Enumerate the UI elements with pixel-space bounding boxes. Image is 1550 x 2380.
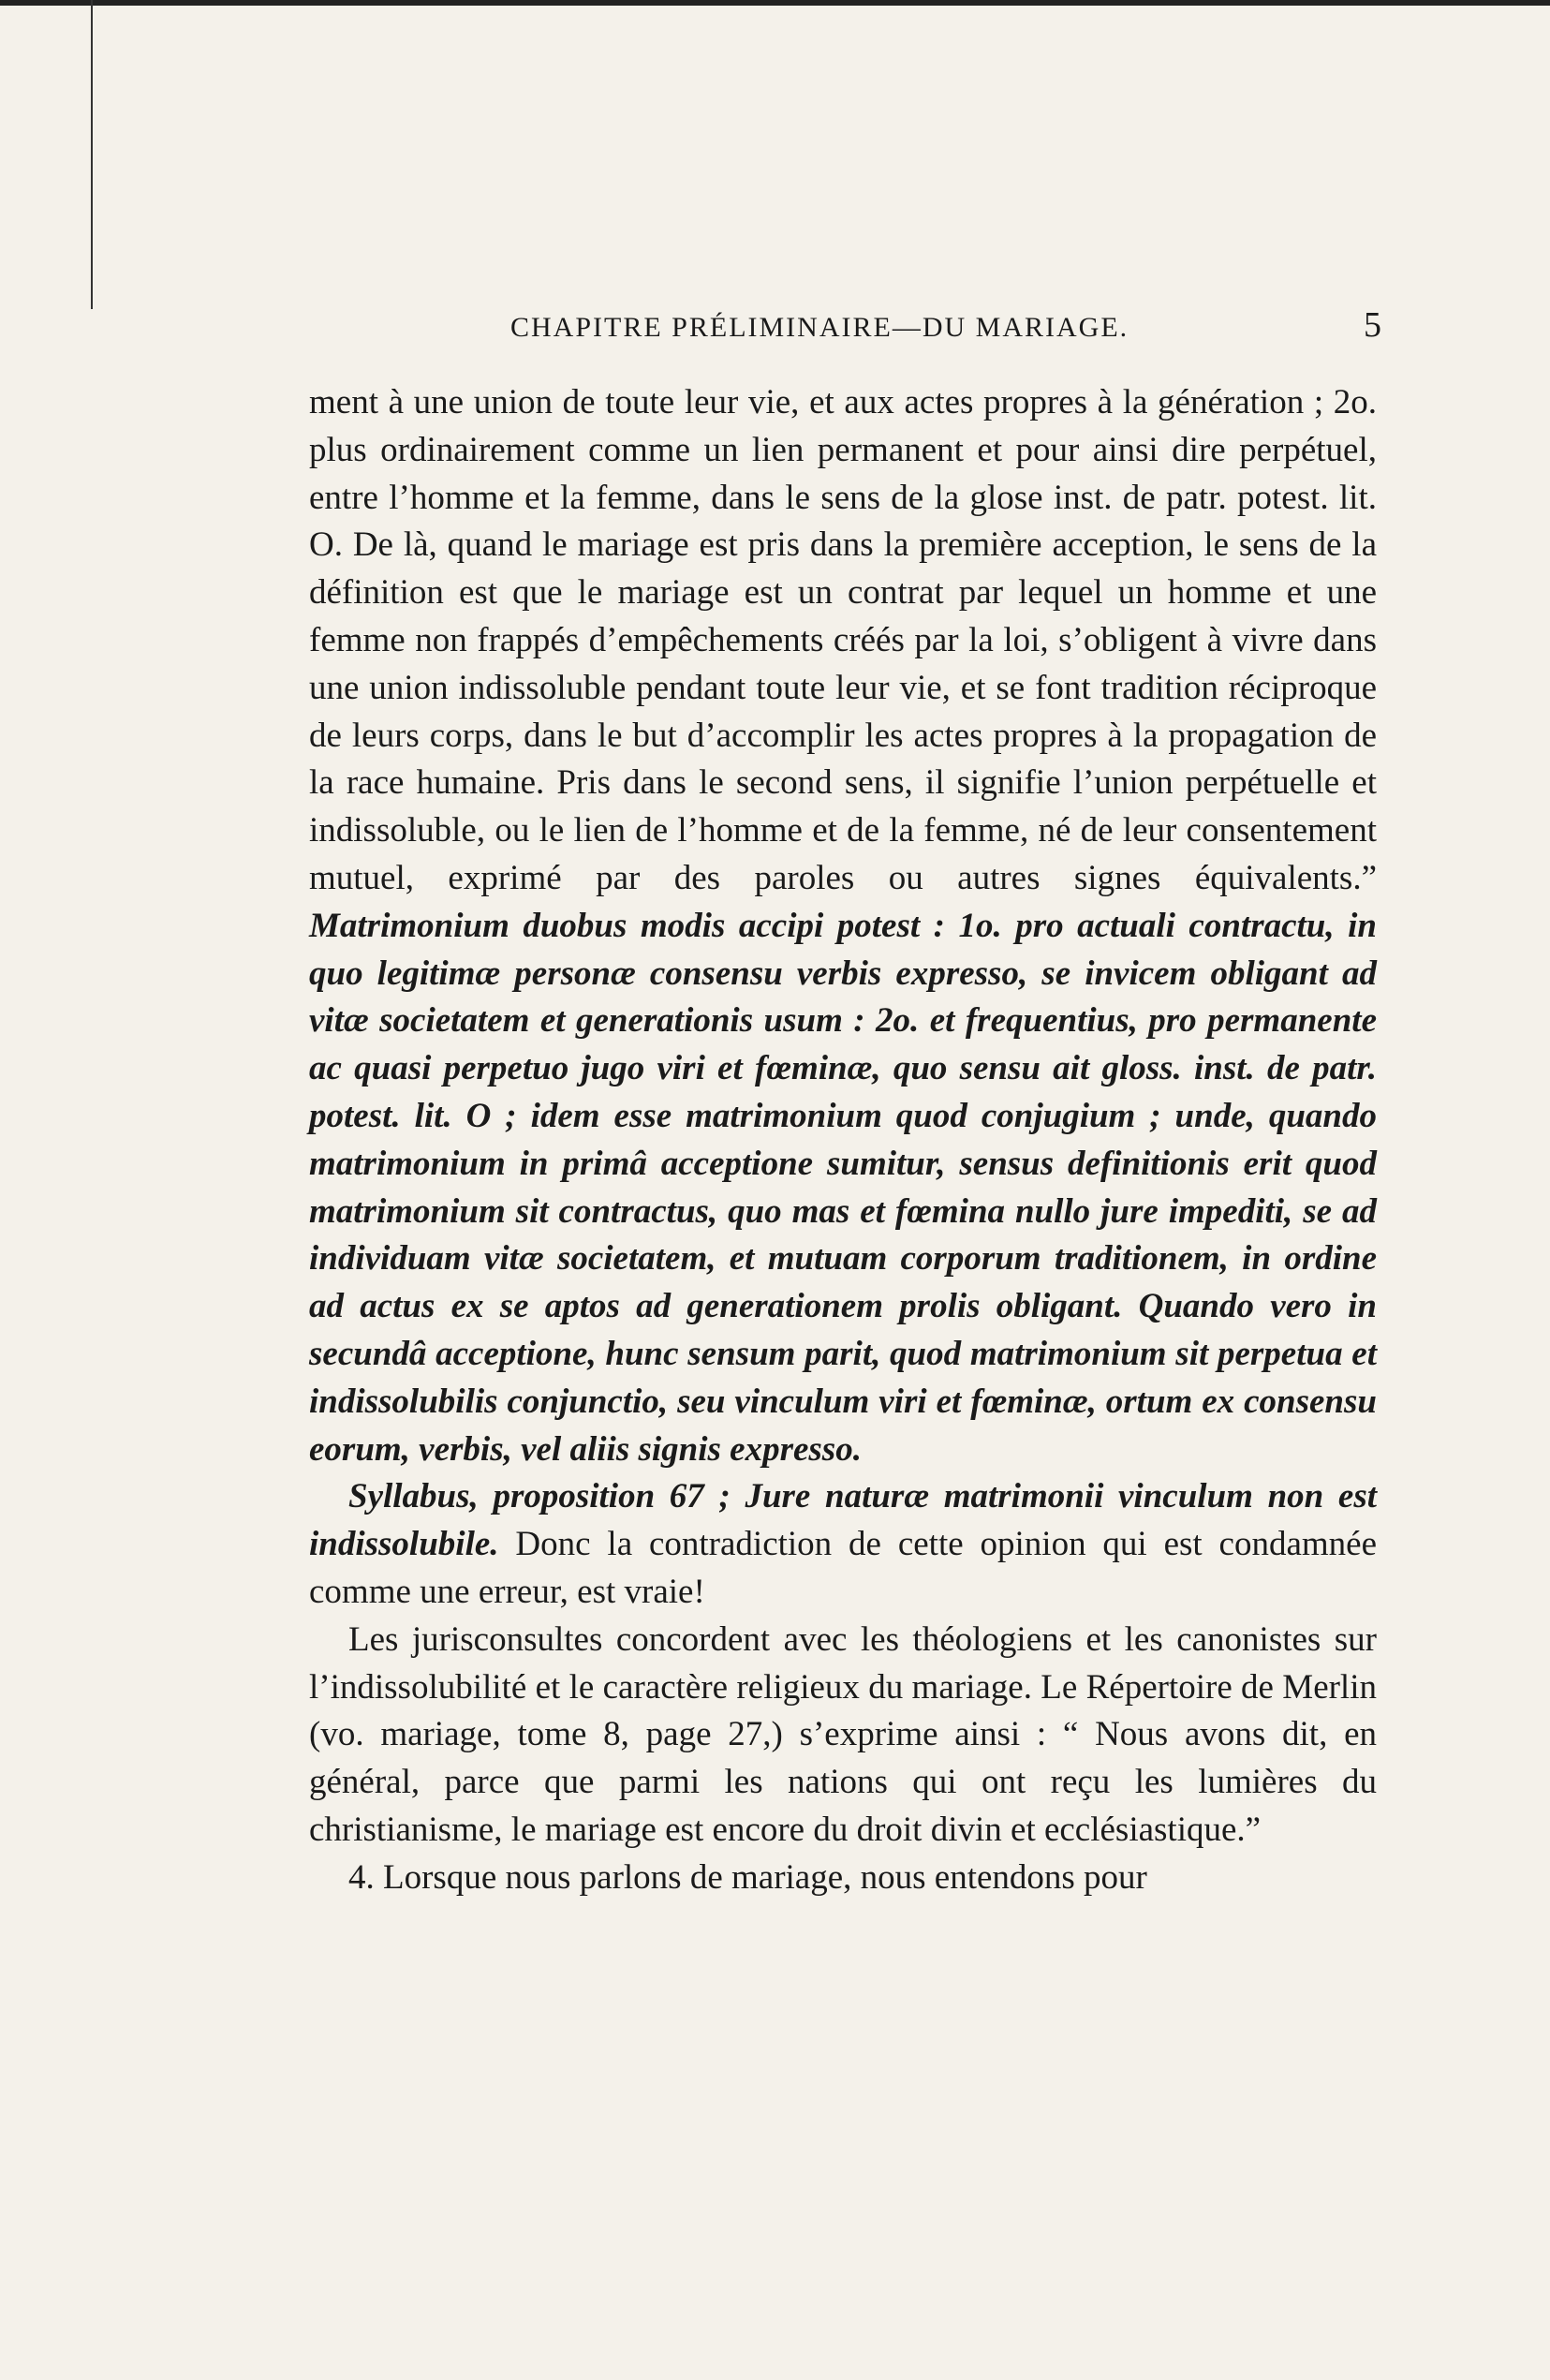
paragraph-section-4: 4. Lorsque nous parlons de mariage, nous entendons pour [348,1857,1147,1897]
running-title: CHAPITRE PRÉLIMINAIRE—DU MARIAGE. [510,312,1129,343]
paragraph-jurisconsultes: Les jurisconsultes concordent avec les théologiens et les canonistes sur l’indissolubilité et le caractère religieux du mariage. Le Répertoire de Merlin (vo. mariage, tome 8, page 27,) s’exprime ainsi : “ Nous avons dit, en général, parce que parmi les nations qui ont reçu les lumières du christianisme, le mariage est encore du droit divin et ecclésiastique.” [309,1619,1377,1849]
page-number: 5 [1364,305,1381,345]
scan-left-edge [91,0,93,309]
scan-top-border [0,0,1550,6]
syllabus-quote: Syllabus, proposition 67 ; Jure naturæ matrimonii vinculum non est indissolubile. [309,1477,1377,1564]
paragraph-text: Donc la contradiction de cette opinion qui est condamnée comme une erreur, est vraie! [309,1525,1378,1611]
latin-quotation: Matrimonium duobus modis accipi potest : 1o. pro actuali contractu, in quo legitimæ personæ consensu verbis expresso, se invicem obligant ad vitæ societatem et generationis usum : 2o. et frequentius, pro permanente ac quasi perpetuo jugo viri et fœminæ, quo sensu ait gloss. inst. de patr. potest. lit. O ; idem esse matrimonium quod conjugium ; unde, quando matrimonium in primâ acceptione sumitur, sensus definitionis erit quod matrimonium sit contractus, quo mas et fœmina nullo jure impediti, se ad individuam vitæ societatem, et mutuam corporum traditionem, in ordine ad actus ex se aptos ad generationem prolis obligant. Quando vero in secundâ acceptione, hunc sensum parit, quod matrimonium sit perpetua et indissolubilis conjunctio, seu vinculum viri et fœminæ, ortum ex consensu eorum, verbis, vel aliis signis expresso. [309,906,1377,1469]
paragraph-syllabus [309,1473,1377,1616]
paragraph-continuation [309,379,1377,1473]
running-header [510,304,1381,346]
page-body [309,379,1377,1902]
paragraph-text: ment à une union de toute leur vie, et aux actes propres à la génération ; 2o. plus ordinairement comme un lien permanent et pour ainsi dire perpétuel, entre l’homme et la femme, dans le sens de la glose inst. de patr. potest. lit. O. De là, quand le mariage est pris dans la première acception, le sens de la définition est que le mariage est un contrat par lequel un homme et une femme non frappés d’empêchements créés par la loi, s’obligent à vivre dans une union indissoluble pendant toute leur vie, et se font tradition réciproque de leurs corps, dans le but d’accomplir les actes propres à la propagation de la race humaine. Pris dans le second sens, il signifie l’union perpétuelle et indissoluble, ou le lien de l’homme et de la femme, né de leur consentement mutuel, exprimé par des paroles ou autres signes équivalents.” [309,383,1377,897]
